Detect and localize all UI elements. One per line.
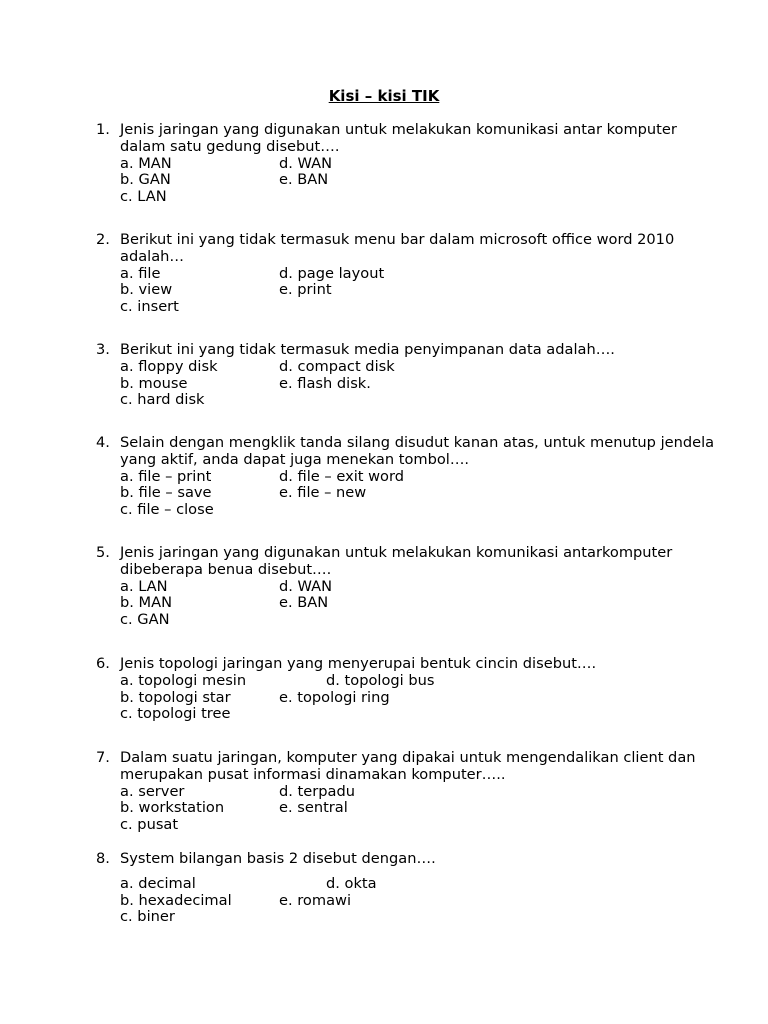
option-d: d. page layout <box>279 264 385 282</box>
option-d: d. WAN <box>279 154 333 172</box>
option-a: a. MAN <box>120 154 172 172</box>
option-d: d. okta <box>326 874 377 892</box>
option-e: e. romawi <box>279 891 352 909</box>
option-b: b. MAN <box>120 594 173 612</box>
option-b: b. hexadecimal <box>120 891 232 909</box>
option-e: e. BAN <box>279 171 329 189</box>
question-text-line: Jenis topologi jaringan yang menyerupai bentuk cincin disebut…. <box>120 655 597 672</box>
option-d: d. topologi bus <box>326 671 435 689</box>
question-text-line: Dalam suatu jaringan, komputer yang dipakai untuk mengendalikan client dan <box>120 749 696 766</box>
option-a: a. file – print <box>120 467 212 485</box>
option-e: e. file – new <box>279 484 367 502</box>
question-number: 8. <box>96 850 110 867</box>
option-b: b. view <box>120 281 173 299</box>
option-e: e. print <box>279 281 332 299</box>
question-text <box>120 750 740 784</box>
question-text-line: Selain dengan mengklik tanda silang disudut kanan atas, untuk menutup jendela <box>120 434 715 451</box>
option-a: a. decimal <box>120 874 196 892</box>
question-text-line: Berikut ini yang tidak termasuk media penyimpanan data adalah…. <box>120 341 615 358</box>
option-c: c. LAN <box>120 188 167 206</box>
option-c: c. file – close <box>120 501 214 519</box>
option-d: d. compact disk <box>279 357 395 375</box>
question-text <box>120 232 740 266</box>
question-text <box>120 435 740 469</box>
option-c: c. hard disk <box>120 391 205 409</box>
option-b: b. file – save <box>120 484 212 502</box>
option-c: c. pusat <box>120 816 179 834</box>
option-b: b. workstation <box>120 799 225 817</box>
question-text-line: dibeberapa benua disebut…. <box>120 560 332 578</box>
question-number: 4. <box>96 434 110 451</box>
question-text-line: dalam satu gedung disebut…. <box>120 137 340 155</box>
question-text-line: merupakan pusat informasi dinamakan komputer….. <box>120 765 506 783</box>
option-d: d. file – exit word <box>279 467 404 485</box>
option-e: e. flash disk. <box>279 374 371 392</box>
option-b: b. GAN <box>120 171 171 189</box>
question-text <box>120 342 740 359</box>
option-b: b. topologi star <box>120 688 231 706</box>
question-number: 5. <box>96 544 110 561</box>
question-text-line: Jenis jaringan yang digunakan untuk melakukan komunikasi antarkomputer <box>120 544 673 561</box>
question-number: 6. <box>96 655 110 672</box>
question-text-line: Berikut ini yang tidak termasuk menu bar dalam microsoft office word 2010 <box>120 231 675 248</box>
question-number: 2. <box>96 231 110 248</box>
option-c: c. topologi tree <box>120 705 231 723</box>
option-e: e. sentral <box>279 799 348 817</box>
option-e: e. topologi ring <box>279 688 390 706</box>
question-text-line: yang aktif, anda dapat juga menekan tombol…. <box>120 450 470 468</box>
option-d: d. WAN <box>279 577 333 595</box>
question-text-line: adalah… <box>120 247 184 265</box>
option-c: c. biner <box>120 908 175 926</box>
option-c: c. insert <box>120 298 179 316</box>
question-text <box>120 122 740 156</box>
option-a: a. file <box>120 264 161 282</box>
option-d: d. terpadu <box>279 782 355 800</box>
option-a: a. topologi mesin <box>120 671 247 689</box>
question-text-line: Jenis jaringan yang digunakan untuk melakukan komunikasi antar komputer <box>120 121 677 138</box>
question-text <box>120 545 740 579</box>
option-c: c. GAN <box>120 611 170 629</box>
document-title: Kisi – kisi TIK <box>328 87 440 105</box>
option-a: a. LAN <box>120 577 168 595</box>
question-number: 3. <box>96 341 110 358</box>
question-text <box>120 656 740 673</box>
option-e: e. BAN <box>279 594 329 612</box>
option-b: b. mouse <box>120 374 188 392</box>
question-number: 1. <box>96 121 110 138</box>
option-a: a. server <box>120 782 185 800</box>
question-text <box>120 851 740 868</box>
question-number: 7. <box>96 749 110 766</box>
question-text-line: System bilangan basis 2 disebut dengan…. <box>120 850 436 867</box>
option-a: a. floppy disk <box>120 357 218 375</box>
